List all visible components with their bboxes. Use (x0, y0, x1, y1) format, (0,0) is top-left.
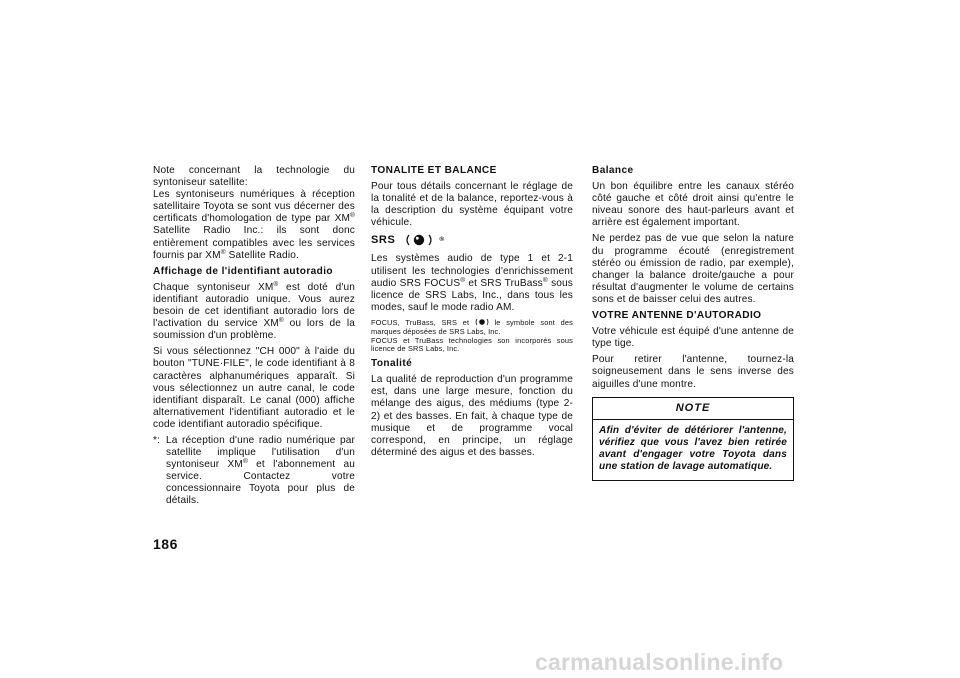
note-body: Afin d'éviter de détériorer l'antenne, vérifiez que vous l'avez bien retirée avant d'engager votre Toyota dans une station de lavage automatique. (599, 424, 787, 472)
srs-symbol-icon (475, 318, 489, 326)
paragraph-antenna-type: Votre véhicule est équipé d'une antenne de type tige. (592, 326, 794, 350)
srs-label: SRS (371, 234, 396, 247)
paragraph-ch000: Si vous sélectionnez "CH 000" à l'aide du bouton "TUNE·FILE", le code identifiant à 8 caractères alphanumériques apparaît. Si vous sélectionnez un autre canal, le code identifiant disparaît. Le canal (000) affiche alternativement l'identifiant autoradio et le code identifiant autoradio spécifique. (153, 346, 355, 430)
footnote (153, 435, 355, 508)
registered-mark: ® (273, 280, 279, 288)
section-heading-tone: Tonalité (371, 358, 413, 370)
watermark: carmanualsonline.info (535, 649, 784, 675)
right-column (592, 165, 794, 481)
paragraph-balance-2: Ne perdez pas de vue que selon la nature du programme écouté (enregistrement stéréo ou émission de radio, par exemple), changer la balance droite/gauche a pour résultat d'augmenter le volume de certains sons et de baisser celui des autres. (592, 233, 794, 305)
paragraph-balance-1: Un bon équilibre entre les canaux stéréo côté gauche et côté droit ainsi qu'entre le niveau sonore des haut-parleurs avant et arrière est également important. (592, 181, 794, 229)
note-box (592, 397, 794, 481)
registered-mark: ® (460, 276, 466, 284)
page-number: 186 (153, 536, 178, 552)
registered-mark: ® (542, 276, 548, 284)
srs-logo-icon (403, 233, 439, 247)
section-heading-antenna: VOTRE ANTENNE D'AUTORADIO (592, 310, 762, 322)
registered-mark: ® (350, 212, 355, 220)
srs-heading: SRS ® (371, 234, 445, 247)
middle-column (371, 165, 573, 463)
paragraph-srs: Les systèmes audio de type 1 et 2-1 utilisent les technologies d'enrichissement audio SRS FOCUS® et SRS TruBass® sous licence de SRS Labs, Inc., dans tous les modes, sauf le mode radio AM. (371, 253, 574, 313)
registered-mark: ® (220, 248, 226, 256)
note-title: NOTE (593, 398, 793, 420)
paragraph-tone: La qualité de reproduction d'un programme est, dans une large mesure, fonction du mélange des aigus, des médiums (type 2-2) et des basses. En fait, à chaque type de musique et de programme vocal correspond, en principe, un réglage déterminé des aigus et des basses. (371, 374, 573, 458)
paragraph-radio-id: Chaque syntoniseur XM® est doté d'un identifiant autoradio unique. Vous aurez besoin de cet identifiant autoradio lors de l'activation du service XM® ou lors de la soumission d'un problème. (153, 280, 355, 342)
registered-mark: ® (242, 458, 248, 466)
section-heading-tone-balance: TONALITE ET BALANCE (371, 165, 497, 176)
xm-intro: Note concernant la technologie du syntoniseur satellite: Les syntoniseurs numériques à réception satellitaire Toyota se sont vus décerner des certificats d'homologation de type par XM® Satellite Radio Inc.: ils sont donc entièrement compatibles avec les services fournis par XM® Satellite Radio. (153, 165, 355, 261)
registered-mark: ® (278, 317, 284, 325)
section-heading-radio-id: Affichage de l'identifiant autoradio (153, 265, 333, 277)
footnote-marker: *: (153, 434, 161, 446)
trademark-note: FOCUS, TruBass, SRS et le symbole sont des marques déposées de SRS Labs, Inc. FOCUS et TruBass technologies son incorporés sous licence de SRS Labs, Inc. (371, 317, 574, 354)
footnote-text: La réception d'une radio numérique par satellite implique l'utilisation d'un syntoniseur XM® et l'abonnement au service. Contactez votre concessionnaire Toyota pour plus de détails. (166, 434, 356, 507)
paragraph-antenna-remove: Pour retirer l'antenne, tournez-la soigneusement dans le sens inverse des aiguilles d'une montre. (592, 354, 794, 390)
section-heading-balance: Balance (592, 165, 634, 176)
left-column (153, 165, 355, 508)
paragraph-tone-balance: Pour tous détails concernant le réglage de la tonalité et de la balance, reportez-vous à la description du système équipant votre véhicule. (371, 181, 573, 229)
